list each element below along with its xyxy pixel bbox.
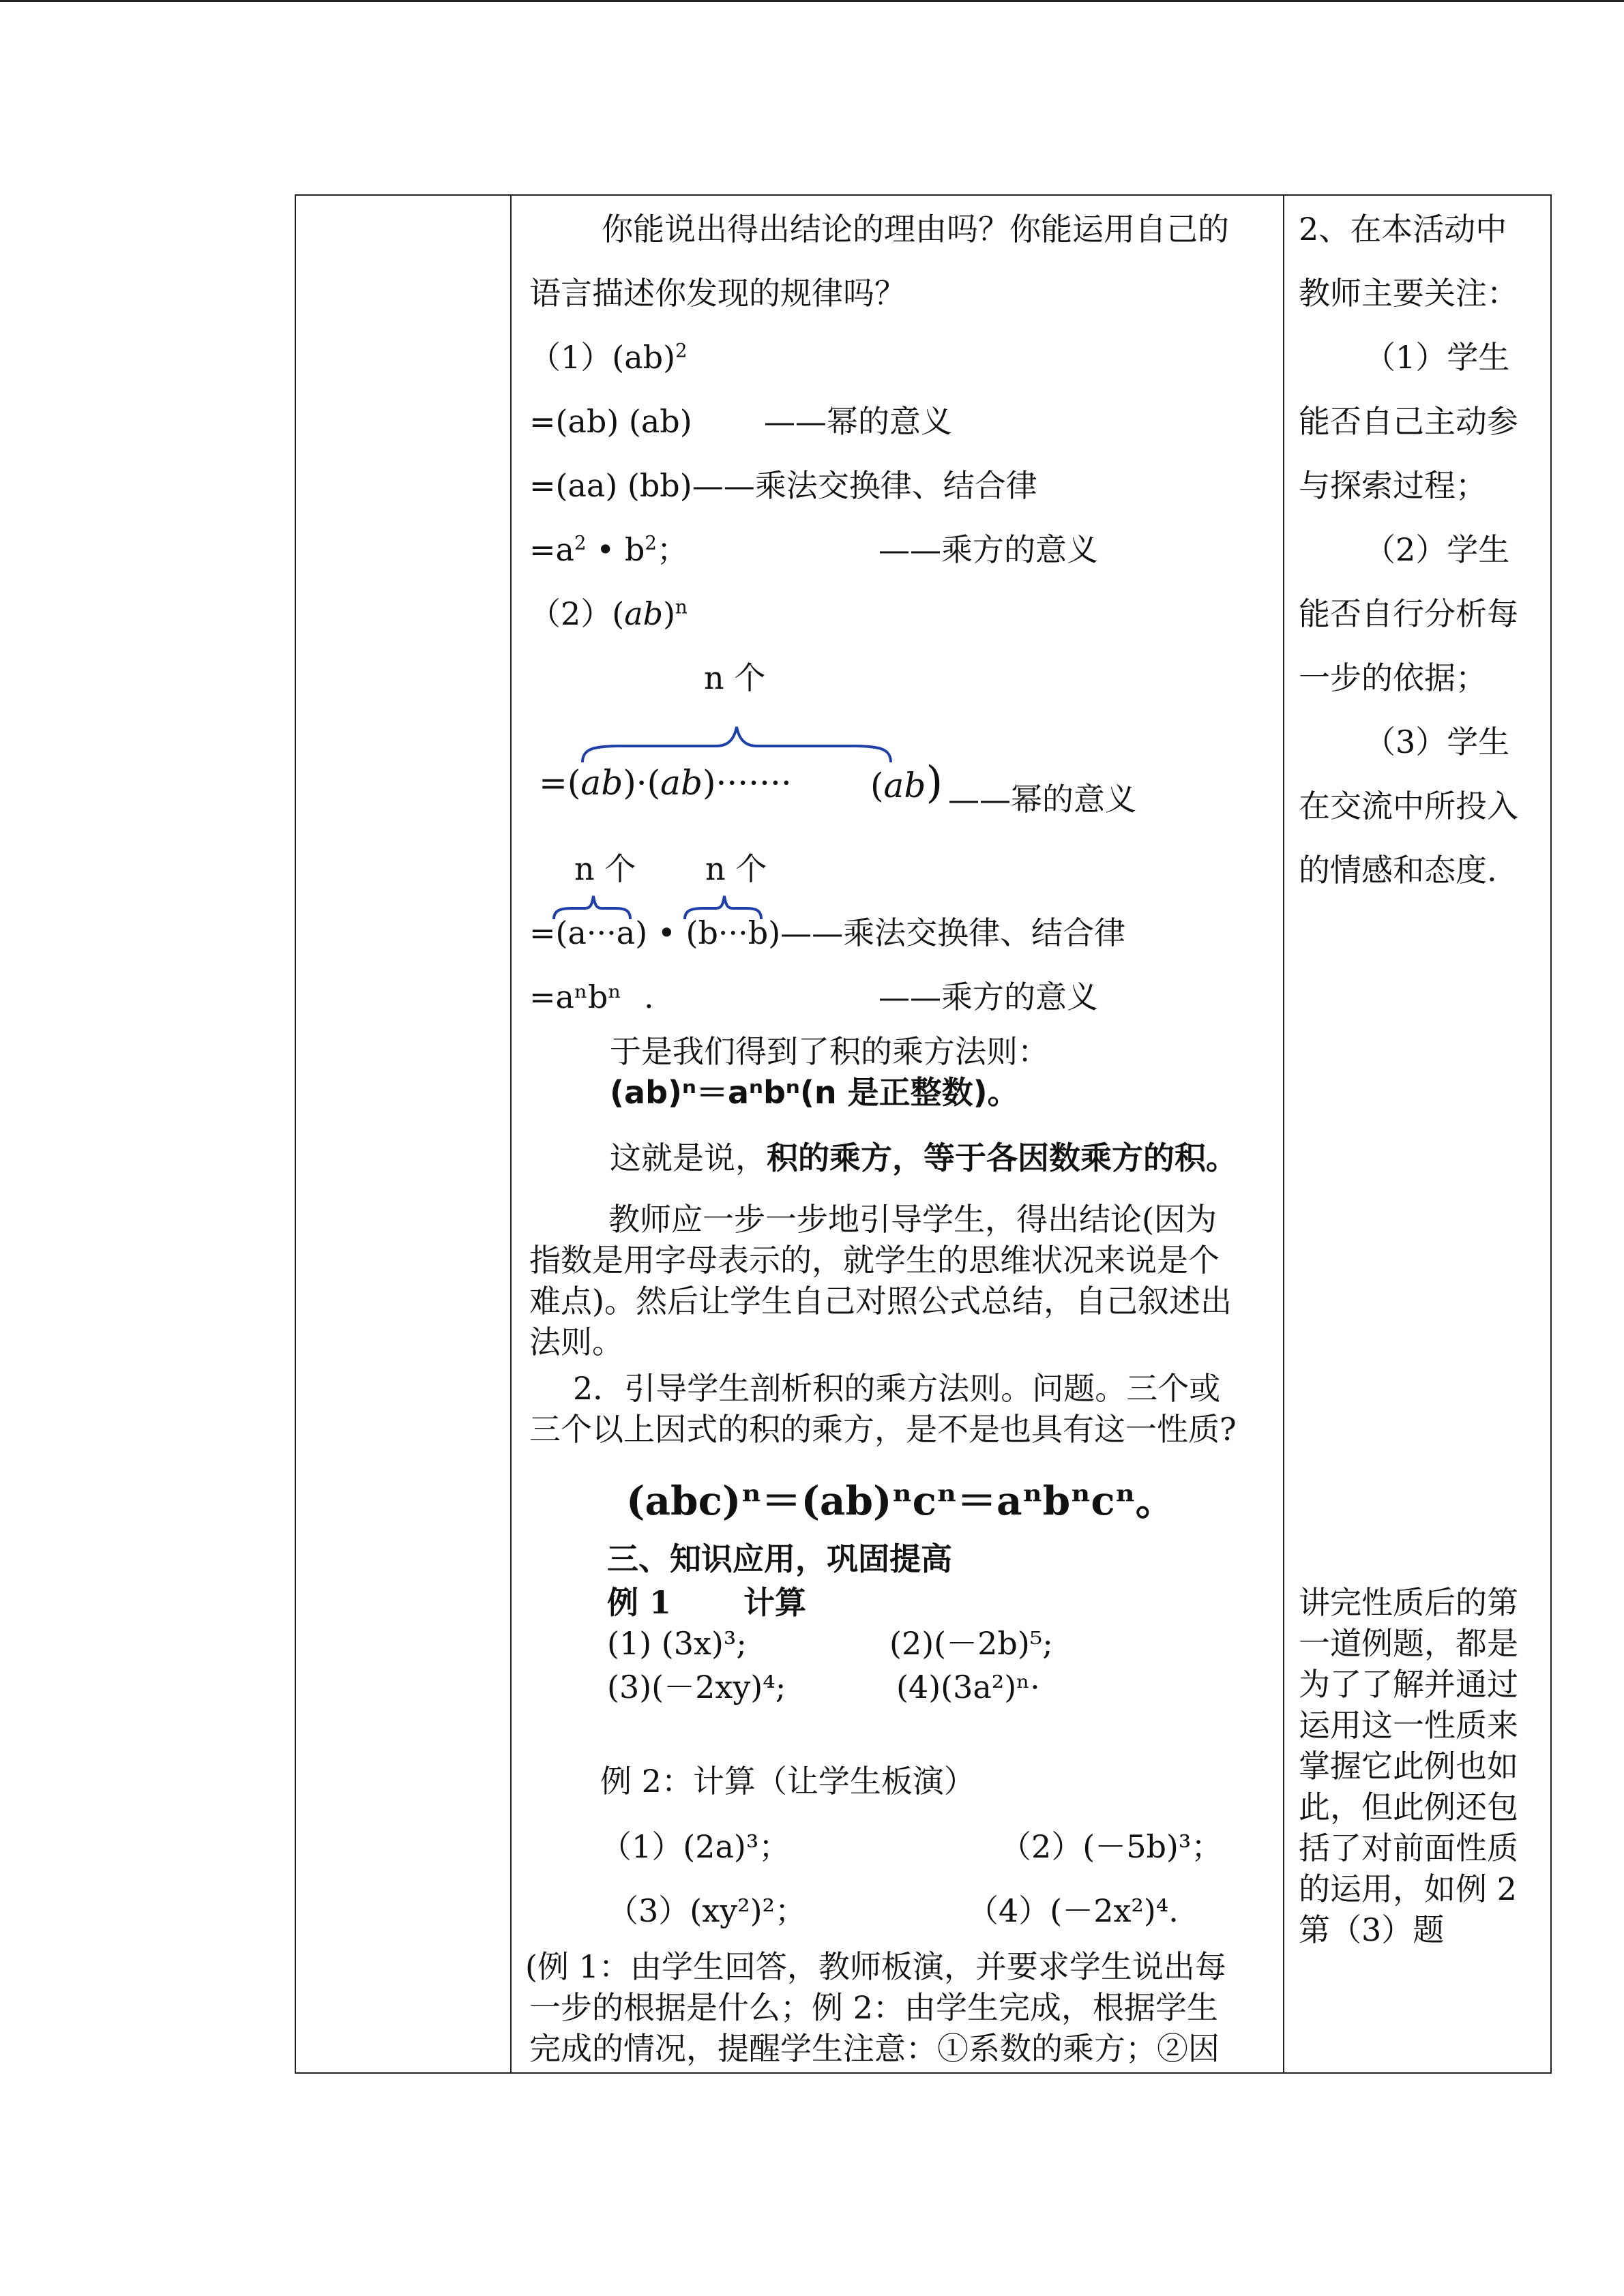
example-1-step-1-note: ——幂的意义 [764, 403, 952, 440]
example-2-step-2: =(a···a) • (b···b)——乘法交换律、结合律 [529, 914, 1126, 951]
teacher-note-line-2: 指数是用字母表示的，就学生的思维状况来说是个 [529, 1242, 1220, 1279]
example-note-line-7: 括了对前面性质 [1299, 1830, 1518, 1866]
example-1-step-3-note: ——乘方的意义 [879, 531, 1098, 568]
focus-line-3: （1）学生 [1364, 339, 1510, 376]
example-1-item-2: (2)(－2b)⁵; [889, 1625, 1053, 1662]
example-1-label: （1）(ab)$^2$ [529, 339, 688, 376]
example-note-line-3: 为了了解并通过 [1299, 1666, 1518, 1703]
intro-line-2: 语言描述你发现的规律吗？ [529, 275, 906, 312]
focus-line-1: 2、在本活动中 [1299, 211, 1507, 248]
example-note-line-2: 一道例题，都是 [1299, 1625, 1518, 1662]
n-count-a: n 个 [574, 850, 636, 887]
focus-line-7: 能否自行分析每 [1299, 595, 1518, 632]
example-2-item-2: （2）(－5b)³； [1000, 1828, 1223, 1865]
example-1-step-3: $=a^2$ • $b^2$； [529, 531, 688, 568]
example-note-line-9: 第（3）题 [1299, 1911, 1445, 1948]
example-2-label: （2）(ab)$^n$ [529, 595, 688, 632]
focus-line-9: （3）学生 [1364, 724, 1510, 760]
question-2-line-2: 三个以上因式的积的乘方，是不是也具有这一性质? [529, 1411, 1237, 1448]
column-divider-right [1283, 194, 1284, 2072]
example-1-item-1: (1) (3x)³; [607, 1625, 747, 1662]
closing-note-line-3: 完成的情况，提醒学生注意：①系数的乘方；②因 [529, 2030, 1220, 2067]
teacher-note-line-4: 法则。 [529, 1324, 623, 1360]
intro-line-1: 你能说出得出结论的理由吗？你能运用自己的 [602, 211, 1229, 248]
teacher-note-line-1: 教师应一步一步地引导学生，得出结论(因为 [608, 1201, 1217, 1238]
focus-line-11: 的情感和态度. [1299, 852, 1497, 889]
example-2-step-1-note: ——幂的意义 [948, 781, 1136, 818]
column-divider-left [510, 194, 512, 2072]
focus-line-6: （2）学生 [1364, 531, 1510, 568]
example-note-line-1: 讲完性质后的第 [1299, 1584, 1518, 1621]
example-note-line-4: 运用这一性质来 [1299, 1707, 1518, 1744]
n-count-b: n 个 [705, 850, 767, 887]
closing-note-line-1: (例 1：由学生回答，教师板演，并要求学生说出每 [525, 1948, 1226, 1985]
example-2-step-3: =aⁿbⁿ [529, 979, 622, 1015]
three-factor-formula: (abc)ⁿ＝(ab)ⁿcⁿ＝aⁿbⁿcⁿ。 [626, 1478, 1175, 1524]
focus-line-10: 在交流中所投入 [1299, 788, 1518, 824]
example-2-item-4: （4）(－2x²)⁴. [967, 1892, 1179, 1929]
example-2-step-1: =(ab)·(ab)······· [539, 763, 792, 803]
focus-line-8: 一步的依据； [1299, 659, 1487, 696]
example-2-item-1: （1）(2a)³； [600, 1828, 791, 1865]
focus-line-5: 与探索过程； [1299, 467, 1487, 504]
rule-formula: (ab)ⁿ＝aⁿbⁿ(n 是正整数)。 [610, 1074, 1019, 1111]
page-top-rule [0, 0, 1624, 2]
example-2-step-3-note: ——乘方的意义 [879, 979, 1098, 1015]
example-1-item-3: (3)(－2xy)⁴; [607, 1669, 786, 1705]
question-2-line-1: 2．引导学生剖析积的乘方法则。问题。三个或 [573, 1370, 1221, 1407]
example-1-title: 例 1 [607, 1584, 672, 1621]
focus-line-4: 能否自己主动参 [1299, 403, 1518, 440]
focus-line-2: 教师主要关注： [1299, 275, 1518, 312]
teacher-note-line-3: 难点)。然后让学生自己对照公式总结，自己叙述出 [529, 1283, 1232, 1320]
example-2-step-3-dot: . [644, 979, 654, 1015]
example-1-action: 计算 [743, 1584, 806, 1621]
closing-note-line-2: 一步的根据是什么；例 2：由学生完成，根据学生 [529, 1989, 1218, 2026]
example-1-step-1: =(ab) (ab) [529, 403, 692, 440]
section-3-heading: 三、知识应用，巩固提高 [607, 1540, 952, 1577]
example-note-line-5: 掌握它此例也如 [1299, 1748, 1518, 1785]
n-count-label: n 个 [704, 659, 766, 696]
rule-summary: 这就是说，积的乘方，等于各因数乘方的积。 [610, 1139, 1237, 1176]
example-2-step-1-last: (ab) [870, 758, 943, 808]
example-2-title: 例 2：计算（让学生板演） [600, 1763, 975, 1800]
example-1-item-4: (4)(3a²)ⁿ· [896, 1669, 1040, 1705]
example-2-item-3: （3）(xy²)²； [607, 1892, 806, 1929]
example-note-line-6: 此，但此例还包 [1299, 1789, 1518, 1825]
example-note-line-8: 的运用，如例 2 [1299, 1870, 1517, 1907]
brace-n-factors [580, 724, 894, 764]
example-1-step-2: =(aa) (bb)——乘法交换律、结合律 [529, 467, 1037, 504]
rule-intro: 于是我们得到了积的乘方法则： [610, 1033, 1049, 1070]
